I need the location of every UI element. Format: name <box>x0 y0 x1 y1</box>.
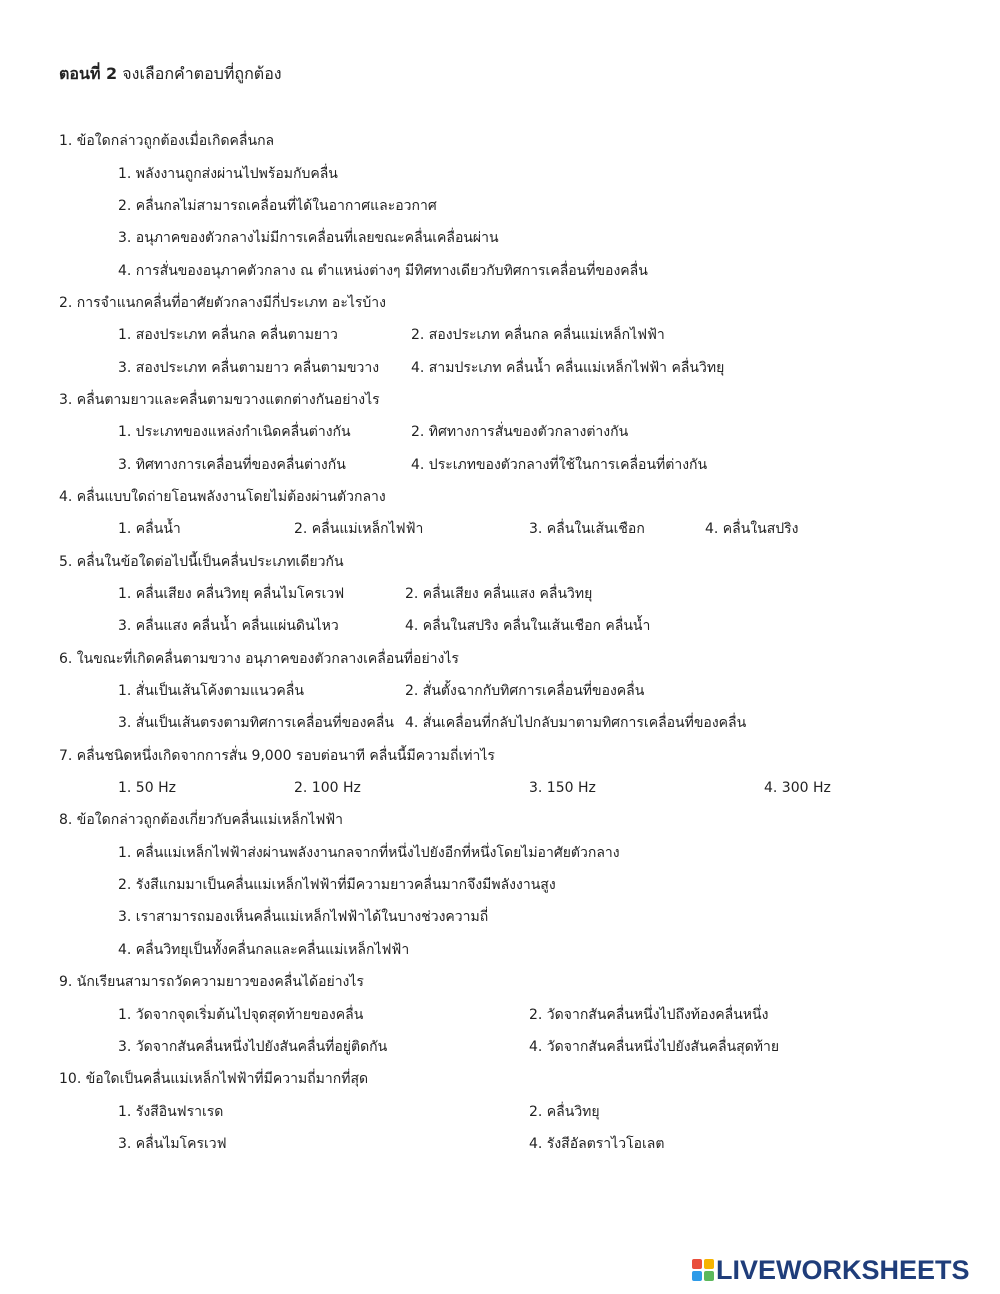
q5-option-2[interactable]: 2. คลื่นเสียง คลื่นแสง คลื่นวิทยุ <box>405 586 593 602</box>
q10-option-2[interactable]: 2. คลื่นวิทยุ <box>529 1104 600 1120</box>
q9-option-4[interactable]: 4. วัดจากสันคลื่นหนึ่งไปยังสันคลื่นสุดท้าย <box>529 1039 780 1055</box>
q10-option-3[interactable]: 3. คลื่นไมโครเวฟ <box>118 1136 227 1152</box>
q9-option-1[interactable]: 1. วัดจากจุดเริ่มต้นไปจุดสุดท้ายของคลื่น <box>118 1007 364 1023</box>
q9-option-2[interactable]: 2. วัดจากสันคลื่นหนึ่งไปถึงท้องคลื่นหนึ่ง <box>529 1007 769 1023</box>
q9-option-3[interactable]: 3. วัดจากสันคลื่นหนึ่งไปยังสันคลื่นที่อยู่ติดกัน <box>118 1039 388 1055</box>
q6-option-3[interactable]: 3. สั่นเป็นเส้นตรงตามทิศการเคลื่อนที่ของคลื่น <box>118 715 394 731</box>
q4-option-1[interactable]: 1. คลื่นน้ำ <box>118 521 181 537</box>
q6-option-4[interactable]: 4. สั่นเคลื่อนที่กลับไปกลับมาตามทิศการเคลื่อนที่ของคลื่น <box>405 715 747 731</box>
q1-option-1[interactable]: 1. พลังงานถูกส่งผ่านไปพร้อมกับคลื่น <box>118 166 338 182</box>
section-instruction: จงเลือกคำตอบที่ถูกต้อง <box>117 64 282 83</box>
q5-option-1[interactable]: 1. คลื่นเสียง คลื่นวิทยุ คลื่นไมโครเวฟ <box>118 586 345 602</box>
q3-option-3[interactable]: 3. ทิศทางการเคลื่อนที่ของคลื่นต่างกัน <box>118 457 346 473</box>
liveworksheets-logo <box>692 1254 992 1286</box>
q8-option-1[interactable]: 1. คลื่นแม่เหล็กไฟฟ้าส่งผ่านพลังงานกลจากที่หนึ่งไปยังอีกที่หนึ่งโดยไม่อาศัยตัวกลาง <box>118 845 620 861</box>
q5-option-3[interactable]: 3. คลื่นแสง คลื่นน้ำ คลื่นแผ่นดินไหว <box>118 618 339 634</box>
question-7: 7. คลื่นชนิดหนึ่งเกิดจากการสั่น 9,000 รอบต่อนาที คลื่นนี้มีความถี่เท่าไร <box>59 748 495 764</box>
q3-option-2[interactable]: 2. ทิศทางการสั่นของตัวกลางต่างกัน <box>411 424 629 440</box>
q5-option-4[interactable]: 4. คลื่นในสปริง คลื่นในเส้นเชือก คลื่นน้ำ <box>405 618 651 634</box>
question-9: 9. นักเรียนสามารถวัดความยาวของคลื่นได้อย่างไร <box>59 974 364 990</box>
q1-option-2[interactable]: 2. คลื่นกลไม่สามารถเคลื่อนที่ได้ในอากาศและอวกาศ <box>118 198 437 214</box>
q4-option-4[interactable]: 4. คลื่นในสปริง <box>705 521 799 537</box>
q3-option-4[interactable]: 4. ประเภทของตัวกลางที่ใช้ในการเคลื่อนที่ต่างกัน <box>411 457 708 473</box>
q2-option-4[interactable]: 4. สามประเภท คลื่นน้ำ คลื่นแม่เหล็กไฟฟ้า คลื่นวิทยุ <box>411 360 725 376</box>
question-8: 8. ข้อใดกล่าวถูกต้องเกี่ยวกับคลื่นแม่เหล็กไฟฟ้า <box>59 812 344 828</box>
q3-option-1[interactable]: 1. ประเภทของแหล่งกำเนิดคลื่นต่างกัน <box>118 424 351 440</box>
section-heading <box>59 62 282 87</box>
q7-option-4[interactable]: 4. 300 Hz <box>764 780 831 796</box>
question-2: 2. การจำแนกคลื่นที่อาศัยตัวกลางมีกี่ประเภท อะไรบ้าง <box>59 295 387 311</box>
q6-option-2[interactable]: 2. สั่นตั้งฉากกับทิศการเคลื่อนที่ของคลื่น <box>405 683 645 699</box>
q1-option-3[interactable]: 3. อนุภาคของตัวกลางไม่มีการเคลื่อนที่เลยขณะคลื่นเคลื่อนผ่าน <box>118 230 499 246</box>
question-3: 3. คลื่นตามยาวและคลื่นตามขวางแตกต่างกันอย่างไร <box>59 392 380 408</box>
liveworksheets-logo-icon <box>692 1259 714 1281</box>
q7-option-3[interactable]: 3. 150 Hz <box>529 780 596 796</box>
q4-option-2[interactable]: 2. คลื่นแม่เหล็กไฟฟ้า <box>294 521 424 537</box>
q7-option-2[interactable]: 2. 100 Hz <box>294 780 361 796</box>
q2-option-2[interactable]: 2. สองประเภท คลื่นกล คลื่นแม่เหล็กไฟฟ้า <box>411 327 665 343</box>
q2-option-1[interactable]: 1. สองประเภท คลื่นกล คลื่นตามยาว <box>118 327 338 343</box>
q7-option-1[interactable]: 1. 50 Hz <box>118 780 176 796</box>
q1-option-4[interactable]: 4. การสั่นของอนุภาคตัวกลาง ณ ตำแหน่งต่างๆ มีทิศทางเดียวกับทิศการเคลื่อนที่ของคลื่น <box>118 263 648 279</box>
q8-option-3[interactable]: 3. เราสามารถมองเห็นคลื่นแม่เหล็กไฟฟ้าได้ในบางช่วงความถี่ <box>118 909 489 925</box>
q6-option-1[interactable]: 1. สั่นเป็นเส้นโค้งตามแนวคลื่น <box>118 683 304 699</box>
question-1: 1. ข้อใดกล่าวถูกต้องเมื่อเกิดคลื่นกล <box>59 133 275 149</box>
question-4: 4. คลื่นแบบใดถ่ายโอนพลังงานโดยไม่ต้องผ่านตัวกลาง <box>59 489 386 505</box>
section-number: ตอนที่ 2 <box>59 64 118 83</box>
q8-option-4[interactable]: 4. คลื่นวิทยุเป็นทั้งคลื่นกลและคลื่นแม่เหล็กไฟฟ้า <box>118 942 410 958</box>
q10-option-1[interactable]: 1. รังสีอินฟราเรด <box>118 1104 224 1120</box>
question-6: 6. ในขณะที่เกิดคลื่นตามขวาง อนุภาคของตัวกลางเคลื่อนที่อย่างไร <box>59 651 459 667</box>
q2-option-3[interactable]: 3. สองประเภท คลื่นตามยาว คลื่นตามขวาง <box>118 360 380 376</box>
logo-wordmark: LIVEWORKSHEETS <box>716 1255 970 1285</box>
q4-option-3[interactable]: 3. คลื่นในเส้นเชือก <box>529 521 645 537</box>
question-5: 5. คลื่นในข้อใดต่อไปนี้เป็นคลื่นประเภทเดียวกัน <box>59 554 344 570</box>
q10-option-4[interactable]: 4. รังสีอัลตราไวโอเลต <box>529 1136 665 1152</box>
q8-option-2[interactable]: 2. รังสีแกมมาเป็นคลื่นแม่เหล็กไฟฟ้าที่มีความยาวคลื่นมากจึงมีพลังงานสูง <box>118 877 556 893</box>
question-10: 10. ข้อใดเป็นคลื่นแม่เหล็กไฟฟ้าที่มีความถี่มากที่สุด <box>59 1071 369 1087</box>
